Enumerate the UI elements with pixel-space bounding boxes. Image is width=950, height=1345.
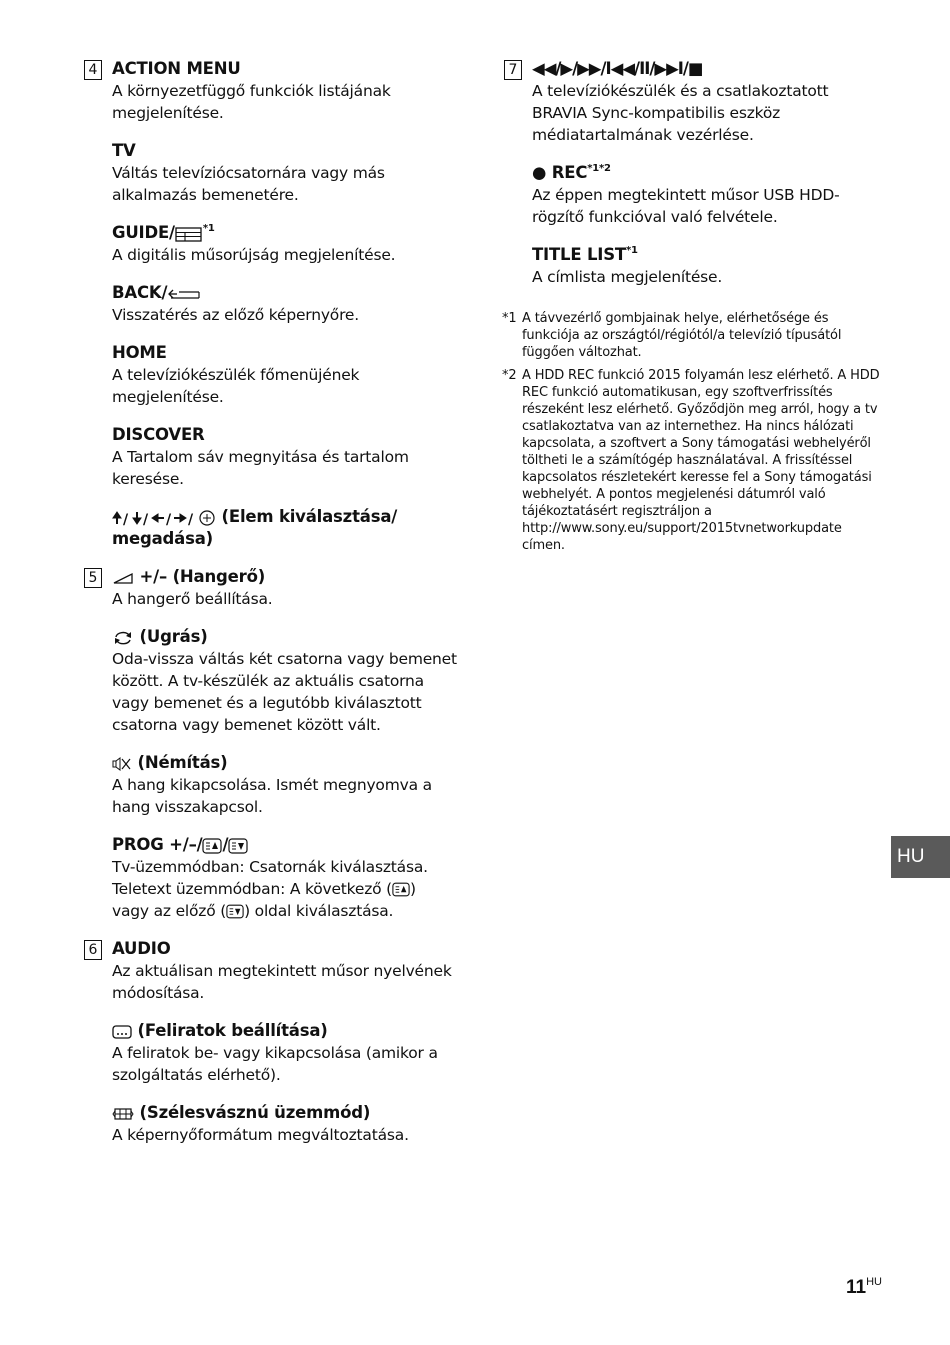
item-text: A feliratok be- vagy kikapcsolása (amikor a szolgáltatás elérhető). (112, 1044, 438, 1084)
svg-text:/: / (143, 511, 148, 526)
text-part: vagy az előző ( (112, 902, 227, 920)
item-discover (112, 424, 464, 490)
svg-text:/: / (166, 511, 171, 526)
item-title: ◀◀/▶/▶▶/I◀◀/II/▶▶I/■ (532, 59, 703, 78)
item-title-row (112, 626, 464, 648)
item-title: ACTION MENU (112, 59, 241, 78)
item-title: ● REC (532, 163, 588, 182)
item-text: A televíziókészülék és a csatlakoztatott BRAVIA Sync-kompatibilis eszköz médiatartalmának vezérlése. (532, 82, 829, 144)
footnote-text: A HDD REC funkció 2015 folyamán lesz elérhető. A HDD REC funkció automatikusan, egy szoftverfrissítés részeként lesz elérhető. Győződjön meg arról, hogy a tv csatlakoztatva van az internethez. Ha nincs hálózati kapcsolata, a szoftvert a Sony támogatási webhelyéről töltheti le a számítógép használatával. A frissítéssel kapcsolatos részletekért keresse fel a Sony támogatási webhelyét. A pontos megjelenési dátumról való tájékoztatásért regisztráljon a http://www.sony.eu/support/2015tvnetworkupdate címen. (522, 368, 880, 553)
item-text: Váltás televíziócsatornára vagy más alkalmazás bemenetére. (112, 164, 385, 204)
item-title: GUIDE/ (112, 223, 175, 242)
item-text: A hang kikapcsolása. Ismét megnyomva a hang visszakapcsol. (112, 776, 432, 816)
section-6 (84, 938, 464, 1146)
volume-ramp-icon (112, 571, 134, 585)
svg-text:/: / (123, 511, 128, 526)
item-guide (112, 222, 464, 266)
section-number: 7 (504, 60, 522, 80)
subtitle-icon (112, 1024, 132, 1040)
item-subtitles (112, 1020, 464, 1086)
item-title: HOME (112, 343, 167, 362)
section-5 (84, 566, 464, 922)
page-number (846, 1276, 882, 1299)
page-up-icon (202, 838, 222, 854)
item-text: A környezetfüggő funkciók listájának megjelenítése. (112, 82, 391, 122)
footnotes (504, 310, 884, 554)
footnote (504, 367, 884, 554)
item-jump (112, 626, 464, 736)
item-tv (112, 140, 464, 206)
item-title: TITLE LIST (532, 245, 626, 264)
item-title: BACK/ (112, 283, 168, 302)
section-number: 6 (84, 940, 102, 960)
page-down-icon (226, 904, 244, 919)
item-navigation (112, 506, 464, 550)
footnote-ref: *1*2 (587, 163, 611, 174)
item-text: Az éppen megtekintett műsor USB HDD-rögzítő funkcióval való felvétele. (532, 186, 840, 226)
item-text-line (112, 900, 464, 922)
page-up-icon (392, 882, 410, 897)
left-column (84, 58, 464, 1162)
section-7 (504, 58, 884, 288)
item-title: AUDIO (112, 939, 171, 958)
item-title-row (112, 222, 464, 244)
item-title-row (112, 752, 464, 774)
item-text-line (112, 878, 464, 900)
item-rec (532, 162, 884, 228)
item-prog (112, 834, 464, 922)
footnote (504, 310, 884, 361)
item-title-row (112, 506, 464, 550)
section-number: 4 (84, 60, 102, 80)
item-text: A címlista megjelenítése. (532, 268, 723, 286)
svg-text:/: / (188, 511, 193, 526)
item-title-list (532, 244, 884, 288)
back-arrow-icon (167, 287, 203, 301)
item-title: (Ugrás) (139, 627, 208, 646)
guide-grid-icon (175, 226, 203, 242)
item-wide-mode (112, 1102, 464, 1146)
item-title-row (112, 566, 464, 588)
page-number-suffix: HU (866, 1276, 882, 1288)
section-number: 5 (84, 568, 102, 588)
footnote-ref: *1 (202, 223, 215, 234)
item-text: Visszatérés az előző képernyőre. (112, 306, 359, 324)
item-text: A Tartalom sáv megnyitása és tartalom keresése. (112, 448, 409, 488)
footnote-mark: *1 (502, 311, 517, 326)
section-4 (84, 58, 464, 550)
item-back (112, 282, 464, 326)
separator: / (222, 835, 229, 854)
item-text: Oda-vissza váltás két csatorna vagy bemenet között. A tv-készülék az aktuális csatorna vagy bemenet és a legutóbb kiválasztott csatorna vagy bemenet között vált. (112, 650, 457, 734)
item-text-line: Tv-üzemmódban: Csatornák kiválasztása. (112, 858, 428, 876)
text-part: ) oldal kiválasztása. (244, 902, 394, 920)
item-title: (Némítás) (137, 753, 228, 772)
wide-mode-icon (112, 1106, 134, 1122)
item-text: A digitális műsorújság megjelenítése. (112, 246, 396, 264)
text-part: Teletext üzemmódban: A következő ( (112, 880, 393, 898)
jump-cycle-icon (112, 630, 134, 646)
page-down-icon (228, 838, 248, 854)
item-title-row (112, 282, 464, 304)
item-text: A televíziókészülék főmenüjének megjelenítése. (112, 366, 360, 406)
text-part: ) (410, 880, 416, 898)
item-home (112, 342, 464, 408)
item-title: DISCOVER (112, 425, 205, 444)
item-text: A hangerő beállítása. (112, 590, 273, 608)
item-title-row (532, 162, 884, 184)
item-title-row (112, 1020, 464, 1042)
item-mute (112, 752, 464, 818)
page-number-value: 11 (846, 1277, 867, 1298)
mute-icon (112, 756, 132, 772)
footnote-mark: *2 (502, 368, 517, 383)
item-title: +/– (Hangerő) (139, 567, 266, 586)
item-audio (112, 938, 464, 1004)
item-text: A képernyőformátum megváltoztatása. (112, 1126, 409, 1144)
item-title-row (112, 1102, 464, 1124)
item-title: PROG +/–/ (112, 835, 203, 854)
item-media-controls (532, 58, 884, 146)
footnote-text: A távvezérlő gombjainak helye, elérhetősége és funkciója az országtól/régiótól/a televízió típusától függően változhat. (522, 311, 842, 360)
item-title: (Szélesvásznú üzemmód) (139, 1103, 371, 1122)
arrow-keys-icon (112, 510, 216, 526)
item-title-row (532, 244, 884, 266)
item-title: (Elem kiválasztása/ megadása) (112, 507, 398, 548)
right-column (504, 58, 884, 554)
footnote-ref: *1 (625, 245, 638, 256)
item-volume (112, 566, 464, 610)
item-title-row (112, 834, 464, 856)
item-title: TV (112, 141, 136, 160)
item-action-menu (112, 58, 464, 124)
item-title: (Feliratok beállítása) (137, 1021, 328, 1040)
item-text: Az aktuálisan megtekintett műsor nyelvének módosítása. (112, 962, 452, 1002)
language-tab: HU (891, 836, 950, 878)
